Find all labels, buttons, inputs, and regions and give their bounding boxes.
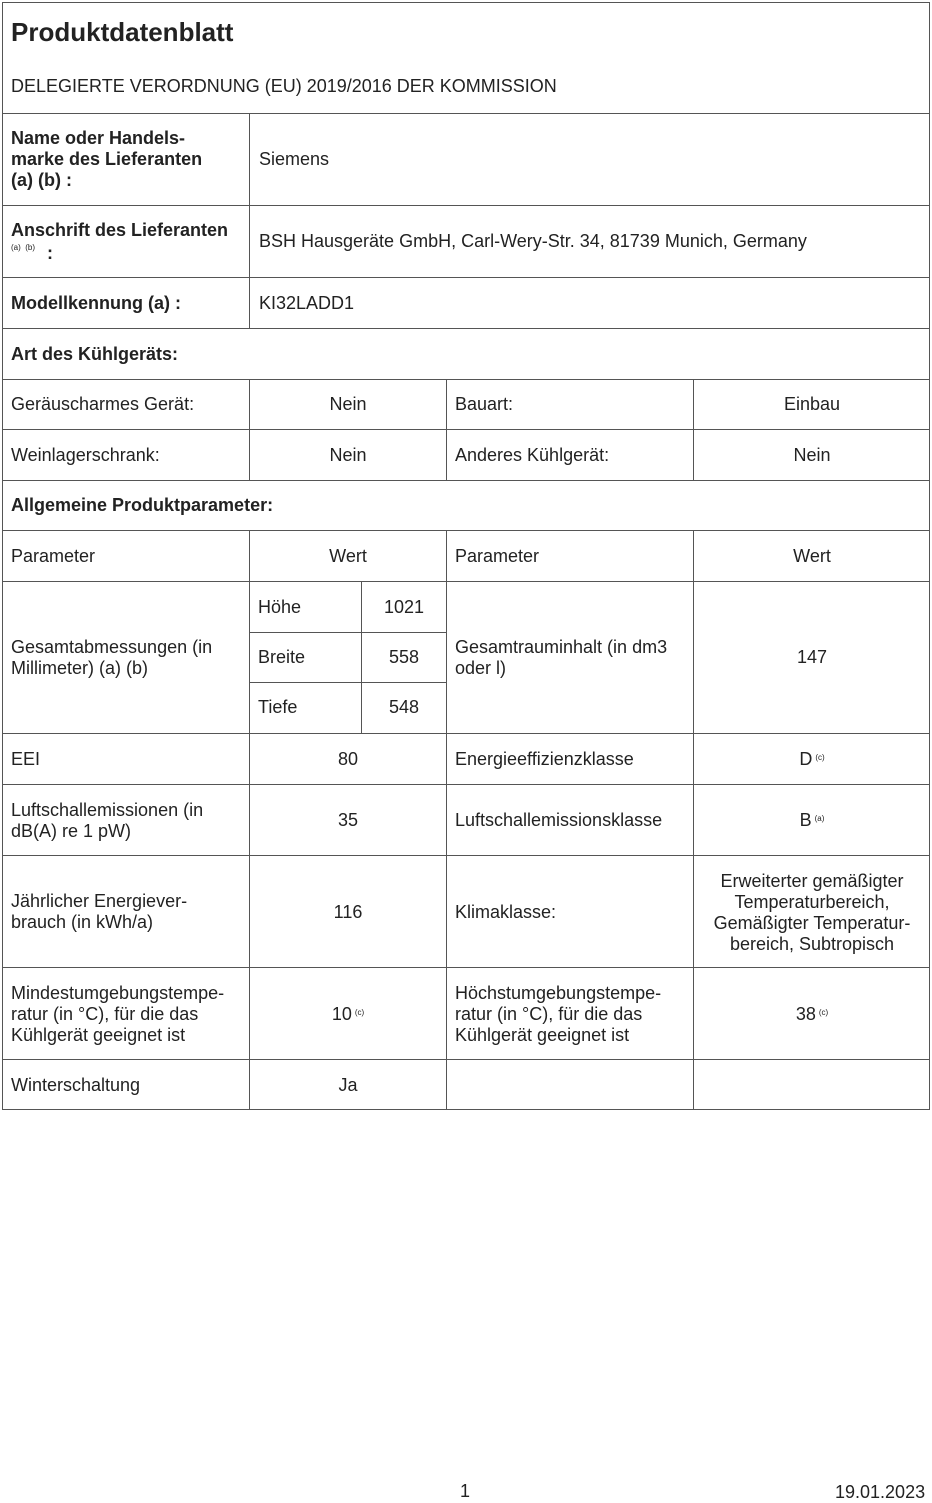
page-title: Produktdatenblatt <box>11 17 234 47</box>
design-value: Einbau <box>783 394 841 414</box>
noise-value: 35 <box>337 810 359 830</box>
note-a: (a) <box>11 243 21 252</box>
max-temp-note: (c) <box>818 1008 829 1017</box>
min-temp-label: Kühlgerät geeignet ist <box>11 1025 186 1045</box>
col-header-value: Wert <box>329 546 367 566</box>
min-temp-cell <box>250 1004 446 1025</box>
col-header-param: Parameter <box>455 546 540 566</box>
winter-label: Winterschaltung <box>11 1075 141 1095</box>
winter-value: Ja <box>338 1075 358 1095</box>
noise-class-value: B <box>799 810 812 830</box>
page-number: 1 <box>460 1481 471 1501</box>
supplier-name-label: (a) (b) : <box>11 170 72 190</box>
volume-label: oder l) <box>455 658 507 678</box>
model-value: KI32LADD1 <box>259 293 355 313</box>
volume-label: Gesamtrauminhalt (in dm3 <box>455 637 668 657</box>
depth-label: Tiefe <box>258 697 298 717</box>
col-header-param: Parameter <box>11 546 96 566</box>
min-temp-label: Mindestumgebungstempe- <box>11 983 225 1003</box>
row-divider <box>249 682 446 683</box>
dims-label: Millimeter) (a) (b) <box>11 658 148 678</box>
row-divider <box>2 967 930 968</box>
row-divider <box>2 784 930 785</box>
row-divider <box>2 581 930 582</box>
climate-value: bereich, Subtropisch <box>729 934 895 954</box>
dims-label: Gesamtabmessungen (in <box>11 637 213 657</box>
note-b: (b) <box>25 243 36 252</box>
low-noise-value: Nein <box>329 394 367 414</box>
noise-label: Luftschallemissionen (in <box>11 800 204 820</box>
height-label: Höhe <box>258 597 302 617</box>
supplier-name-value: Siemens <box>259 149 330 169</box>
noise-label: dB(A) re 1 pW) <box>11 821 132 841</box>
climate-value: Gemäßigter Temperatur- <box>713 913 911 933</box>
supplier-address-note <box>11 242 35 254</box>
supplier-address-colon: : <box>47 243 53 263</box>
climate-value: Erweiterter gemäßigter <box>720 871 904 891</box>
consumption-label: brauch (in kWh/a) <box>11 912 154 932</box>
energy-class-value: D <box>799 749 813 769</box>
energy-class-label: Energieeffizienzklasse <box>455 749 634 769</box>
energy-class-cell <box>694 749 930 770</box>
wine-label: Weinlagerschrank: <box>11 445 160 465</box>
width-label: Breite <box>258 647 306 667</box>
max-temp-label: Höchstumgebungstempe- <box>455 983 662 1003</box>
row-divider <box>2 205 930 206</box>
noise-class-label: Luftschallemissionsklasse <box>455 810 663 830</box>
row-divider <box>2 1059 930 1060</box>
climate-label: Klimaklasse: <box>455 902 557 922</box>
row-divider <box>249 632 446 633</box>
col-header-value: Wert <box>793 546 831 566</box>
general-heading: Allgemeine Produktparameter: <box>11 495 274 515</box>
footer-date: 19.01.2023 <box>835 1482 926 1502</box>
design-label: Bauart: <box>455 394 514 414</box>
appliance-type-heading: Art des Kühlgeräts: <box>11 344 179 364</box>
eei-value: 80 <box>337 749 359 769</box>
consumption-label: Jährlicher Energiever- <box>11 891 188 911</box>
volume-value: 147 <box>796 647 828 667</box>
supplier-address-value: BSH Hausgeräte GmbH, Carl-Wery-Str. 34, 81739 Munich, Germany <box>259 231 807 251</box>
other-label: Anderes Kühlgerät: <box>455 445 610 465</box>
max-temp-label: Kühlgerät geeignet ist <box>455 1025 630 1045</box>
supplier-name-label: marke des Lieferanten <box>11 149 203 169</box>
depth-value: 548 <box>388 697 420 717</box>
low-noise-label: Geräuscharmes Gerät: <box>11 394 195 414</box>
row-divider <box>2 429 930 430</box>
row-divider <box>2 113 930 114</box>
energy-class-note: (c) <box>815 753 825 762</box>
min-temp-note: (c) <box>354 1008 365 1017</box>
row-divider <box>2 733 930 734</box>
col-divider <box>249 113 250 328</box>
row-divider <box>2 480 930 481</box>
height-value: 1021 <box>383 597 425 617</box>
noise-class-cell <box>694 810 930 831</box>
col-divider <box>446 379 447 480</box>
regulation-text: DELEGIERTE VERORDNUNG (EU) 2019/2016 DER KOMMISSION <box>11 76 557 96</box>
supplier-name-label: Name oder Handels- <box>11 128 186 148</box>
width-value: 558 <box>388 647 420 667</box>
consumption-value: 116 <box>333 902 363 922</box>
row-divider <box>2 328 930 329</box>
row-divider <box>2 855 930 856</box>
eei-label: EEI <box>11 749 41 769</box>
col-divider <box>446 530 447 1110</box>
model-label: Modellkennung (a) : <box>11 293 181 313</box>
wine-value: Nein <box>329 445 367 465</box>
row-divider <box>2 530 930 531</box>
min-temp-value: 10 <box>331 1004 352 1024</box>
row-divider <box>2 277 930 278</box>
max-temp-label: ratur (in °C), für die das <box>455 1004 643 1024</box>
row-divider <box>2 379 930 380</box>
max-temp-cell <box>694 1004 930 1025</box>
climate-value: Temperaturbereich, <box>734 892 890 912</box>
supplier-address-label: Anschrift des Lieferanten <box>11 220 229 240</box>
noise-class-note: (a) <box>814 814 825 823</box>
other-value: Nein <box>793 445 831 465</box>
min-temp-label: ratur (in °C), für die das <box>11 1004 199 1024</box>
max-temp-value: 38 <box>795 1004 816 1024</box>
